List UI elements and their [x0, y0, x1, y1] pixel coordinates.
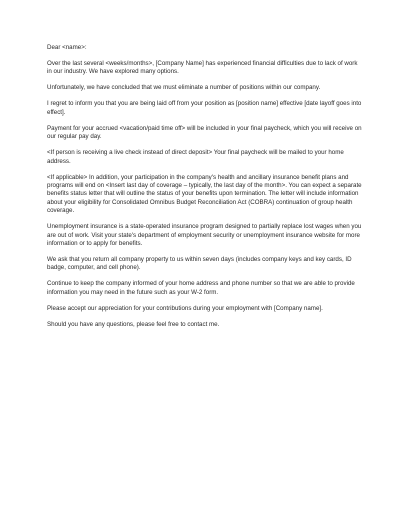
paragraph-accrued-payment: Payment for your accrued <vacation/paid time off> will be included in your final paycheck, which you will receive on our regular pay day. — [47, 124, 362, 141]
paragraph-benefits: <If applicable> In addition, your participation in the company's health and ancillary insurance benefit plans and programs will end on <Insert last day of coverage – typically, the last day of the month>. You can expect a separate benefits status letter that will outline the status of your benefits upon termination. The letter will include information about your eligibility for Consolidated Omnibus Budget Reconciliation Act (COBRA) continuation of group health coverage. — [47, 173, 362, 215]
paragraph-contact-info: Continue to keep the company informed of your home address and phone number so that we are able to provide information you may need in the future such as your W-2 form. — [47, 280, 355, 296]
paragraph-financial-difficulties: Over the last several <weeks/months>, [Company Name] has experienced financial difficulties due to lack of work in our industry. We have explored many options. — [47, 60, 358, 76]
paragraph-appreciation: Please accept our appreciation for your contributions during your employment with [Company name]. — [47, 304, 323, 312]
paragraph-layoff-notice: I regret to inform you that you are being laid off from your position as [position name] effective [date layoff goes into effect]. — [47, 100, 362, 116]
paragraph-closing: Should you have any questions, please feel free to contact me. — [47, 320, 220, 328]
letter-salutation: Dear <name>: — [47, 44, 87, 51]
paragraph-eliminate-positions: Unfortunately, we have concluded that we must eliminate a number of positions within our company. — [47, 84, 321, 92]
paragraph-unemployment-insurance: Unemployment insurance is a state-operated insurance program designed to partially replace lost wages when you are out of work. Visit your state's department of employment security or unemployment insurance website for more information or to apply for benefits. — [47, 223, 362, 248]
paragraph-return-property: We ask that you return all company property to us within seven days (includes company keys and key cards, ID badge, computer, and cell phone). — [47, 256, 352, 272]
letter-body — [47, 44, 363, 337]
paragraph-final-paycheck: <If person is receiving a live check instead of direct deposit> Your final paycheck will be mailed to your home address. — [47, 149, 344, 165]
